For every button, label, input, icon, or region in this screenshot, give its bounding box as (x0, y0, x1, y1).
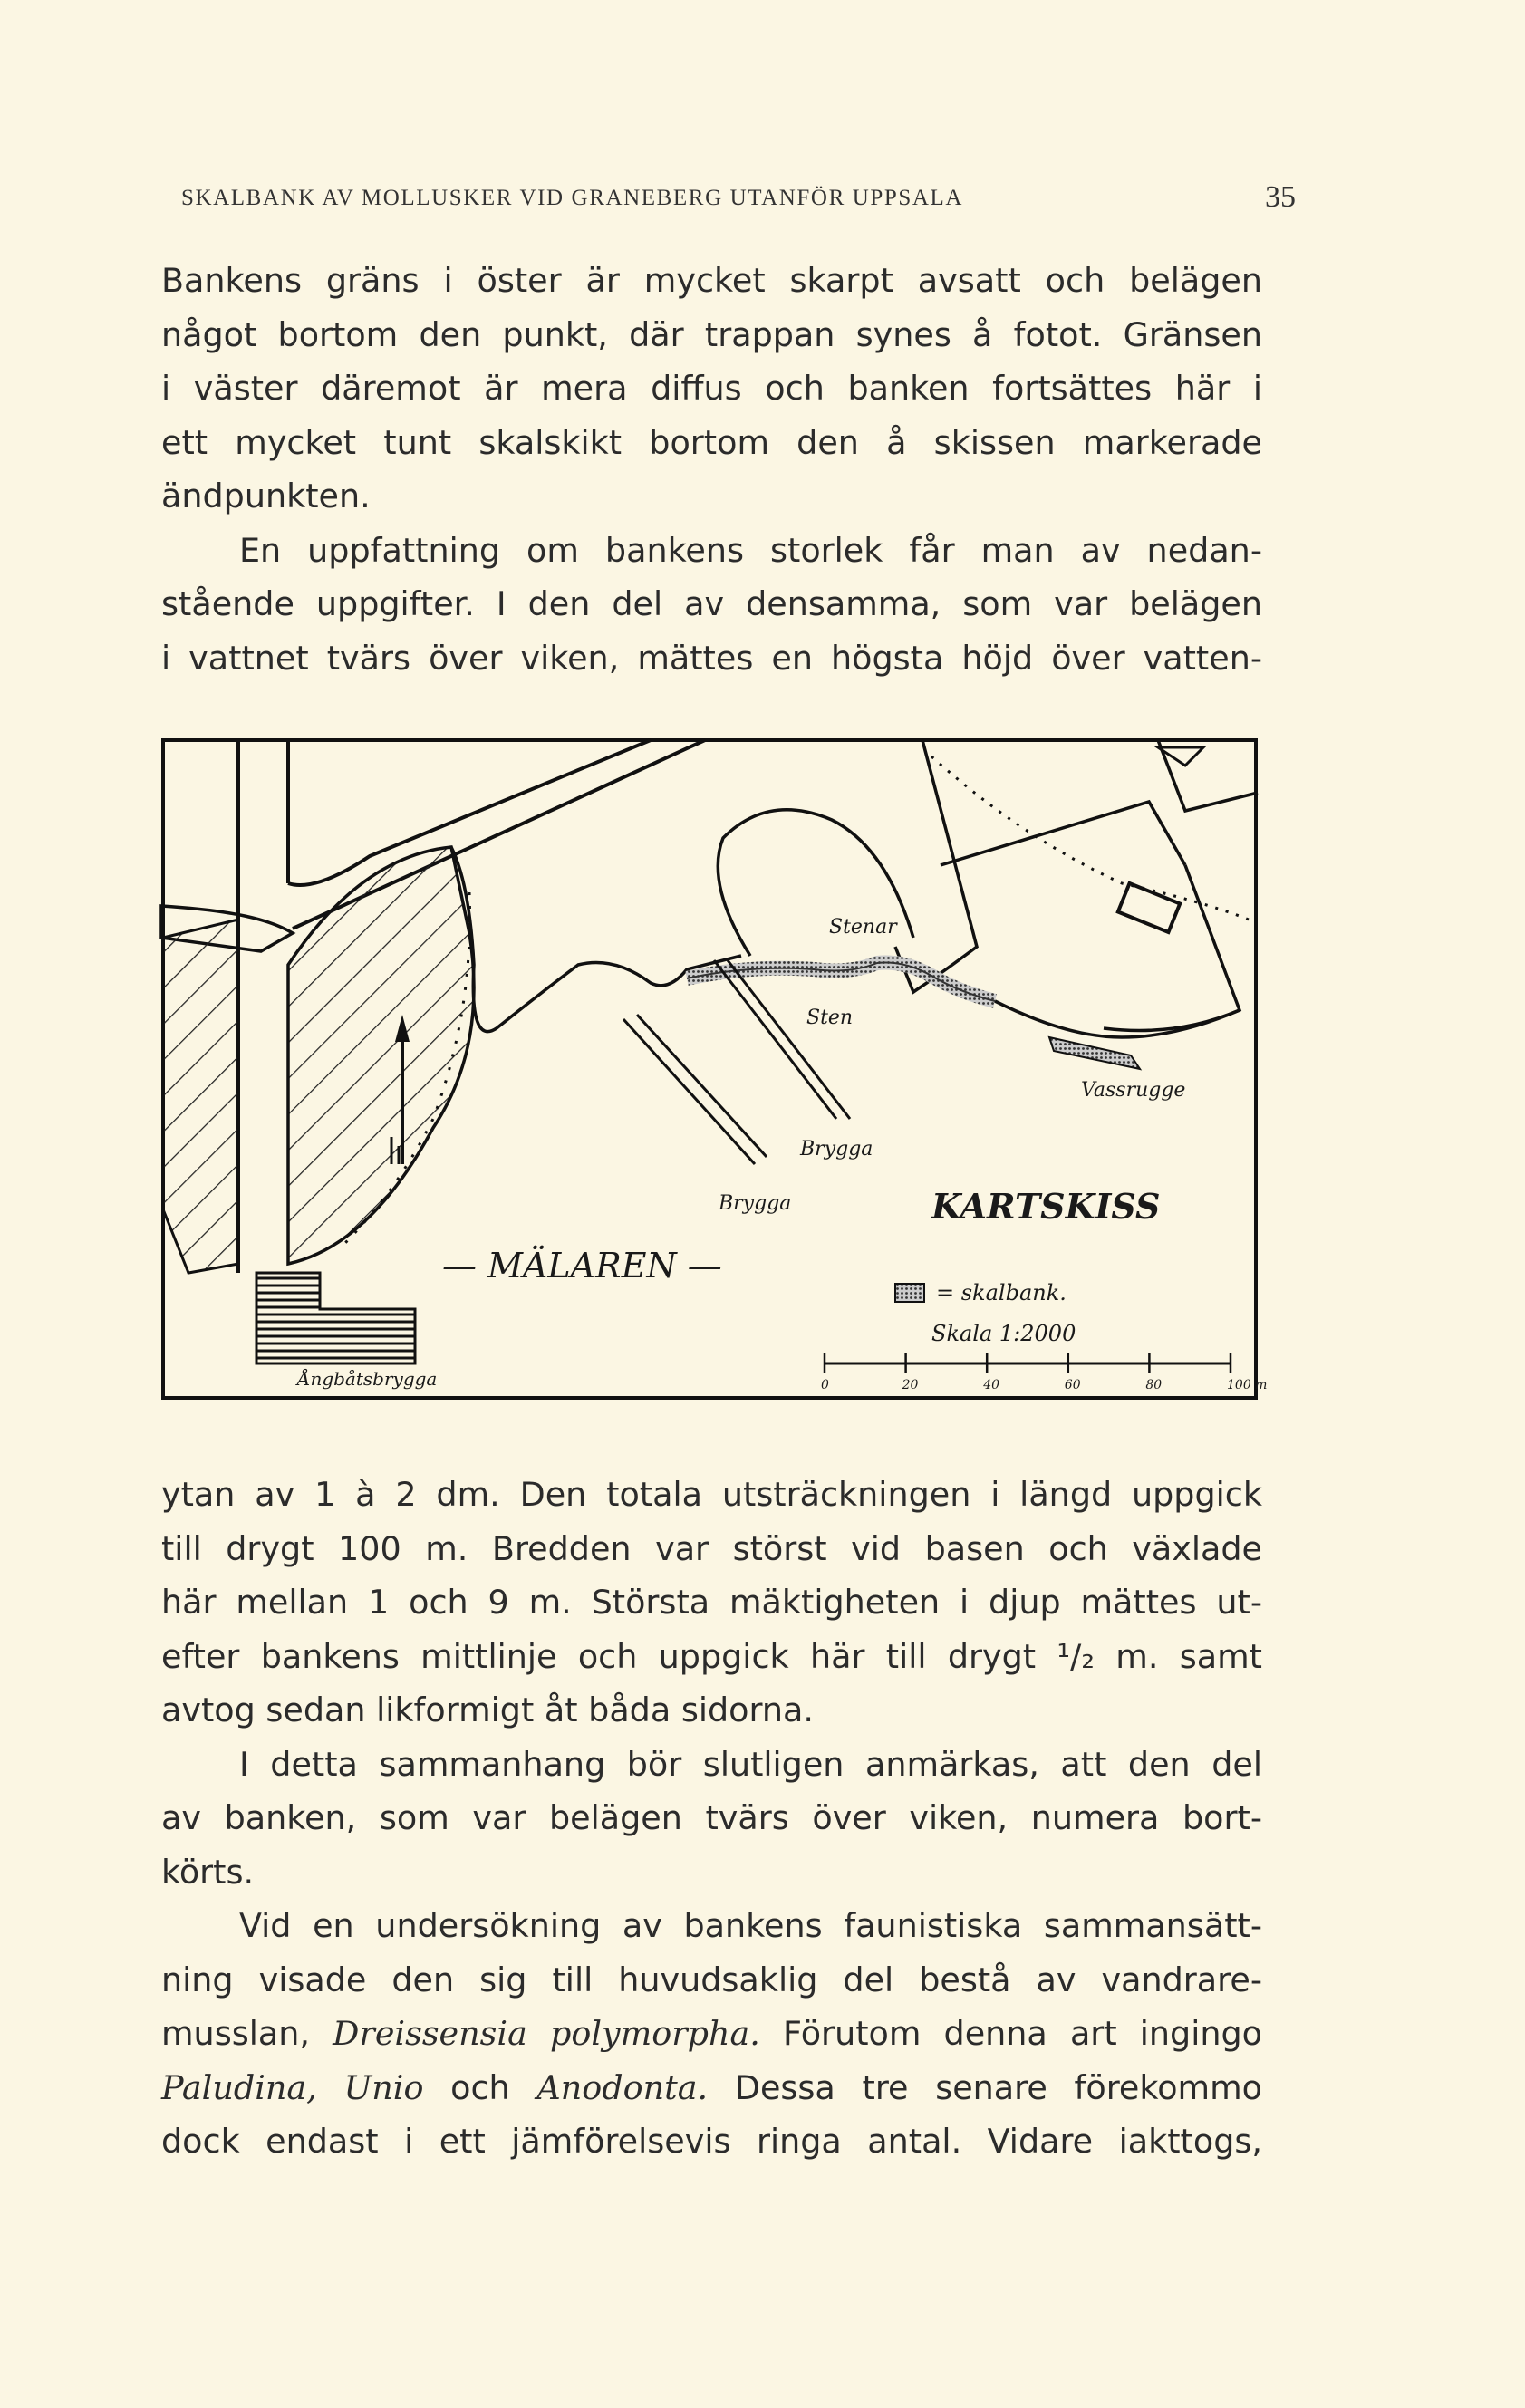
label-angbatsbrygga: Ångbåtsbrygga (297, 1368, 438, 1390)
genus-name: Unio (343, 2067, 424, 2107)
scale-tick-label: 100 m (1227, 1378, 1268, 1392)
steamboat-pier (256, 1273, 415, 1363)
dotted-path (931, 756, 1249, 920)
label-malaren: — MÄLAREN — (442, 1246, 722, 1286)
text-fragment: musslan, (161, 2014, 333, 2053)
text-fragment: Förutom denna art ingingo (759, 2014, 1262, 2053)
text-line-genera (161, 2061, 1262, 2115)
text-line: stående uppgifter. I den del av densamma, som var belägen (161, 584, 1262, 623)
text-line: ändpunkten. (161, 477, 371, 515)
text-fragment: Dessa tre senare förekommo (708, 2067, 1262, 2107)
text-line: avtog sedan likformigt åt båda sidorna. (161, 1690, 814, 1729)
text-line-species (161, 2007, 1262, 2061)
map-title: KARTSKISS (931, 1186, 1161, 1227)
road-edge (288, 740, 651, 885)
scale-label: Skala 1:2000 (931, 1321, 1076, 1346)
legend-label: = skalbank. (936, 1280, 1067, 1305)
text-line: dock endast i ett jämförelsevis ringa antal. Vidare iakttogs, (161, 2122, 1262, 2161)
text-line: Bankens gräns i öster är mycket skarpt avsatt och belägen (161, 261, 1262, 300)
species-name: Dreissensia polymorpha. (333, 2014, 760, 2053)
text-block-bottom (161, 1468, 1262, 2169)
label-stenar: Stenar (829, 916, 897, 939)
text-line: körts. (161, 1852, 255, 1892)
scale-tick-label: 40 (983, 1378, 1000, 1392)
running-head (181, 180, 1296, 214)
text-line: i väster däremot är mera diffus och banken fortsättes här i (161, 369, 1262, 408)
text-block-top (161, 254, 1262, 685)
label-brygga-1: Brygga (800, 1138, 873, 1161)
map-sketch-figure (161, 738, 1268, 1400)
label-sten: Sten (806, 1007, 854, 1029)
text-line: något bortom den punkt, där trappan synes å fotot. Gränsen (161, 314, 1262, 354)
text-line: Vid en undersökning av bankens faunistiska sammansätt- (239, 1906, 1262, 1945)
scale-ticks (821, 1353, 1267, 1392)
text-line: En uppfattning om bankens storlek får man av nedan- (239, 530, 1262, 570)
scale-tick-label: 60 (1064, 1378, 1081, 1392)
building (1118, 883, 1180, 932)
running-head-title: SKALBANK AV MOLLUSKER VID GRANEBERG UTANFÖR UPPSALA (181, 186, 964, 210)
genus-name: Paludina, (161, 2067, 317, 2107)
scale-tick-label: 20 (902, 1378, 919, 1392)
coast-line (451, 847, 741, 1032)
text-line: till drygt 100 m. Bredden var störst vid basen och växlade (161, 1528, 1262, 1568)
text-line: ytan av 1 à 2 dm. Den totala utsträckningen i längd uppgick (161, 1475, 1262, 1514)
text-line: efter bankens mittlinje och uppgick här till drygt ¹/₂ m. samt (161, 1636, 1262, 1676)
scale-tick-label: 80 (1145, 1378, 1163, 1392)
genus-name: Anodonta. (536, 2067, 709, 2107)
text-fragment: och (423, 2067, 537, 2107)
label-vassrugge: Vassrugge (1081, 1079, 1186, 1102)
map-sketch (161, 738, 1268, 1400)
hatched-land-west (163, 920, 238, 1273)
text-line: av banken, som var belägen tvärs över viken, numera bort- (161, 1798, 1262, 1837)
legend-swatch (895, 1284, 924, 1302)
text-line: här mellan 1 och 9 m. Största mäktigheten i djup mättes ut- (161, 1583, 1262, 1622)
text-line: i vattnet tvärs över viken, mättes en högsta höjd över vatten- (161, 638, 1262, 678)
text-line: ning visade den sig till huvudsaklig del bestå av vandrare- (161, 1960, 1262, 1999)
label-brygga-2: Brygga (719, 1192, 792, 1215)
text-line: ett mycket tunt skalskikt bortom den å skissen markerade (161, 422, 1262, 462)
scale-tick-label: 0 (821, 1378, 829, 1392)
text-line: I detta sammanhang bör slutligen anmärkas, att den del (239, 1744, 1262, 1784)
skalbank-patch (1049, 1037, 1140, 1069)
page-number: 35 (1265, 180, 1296, 214)
